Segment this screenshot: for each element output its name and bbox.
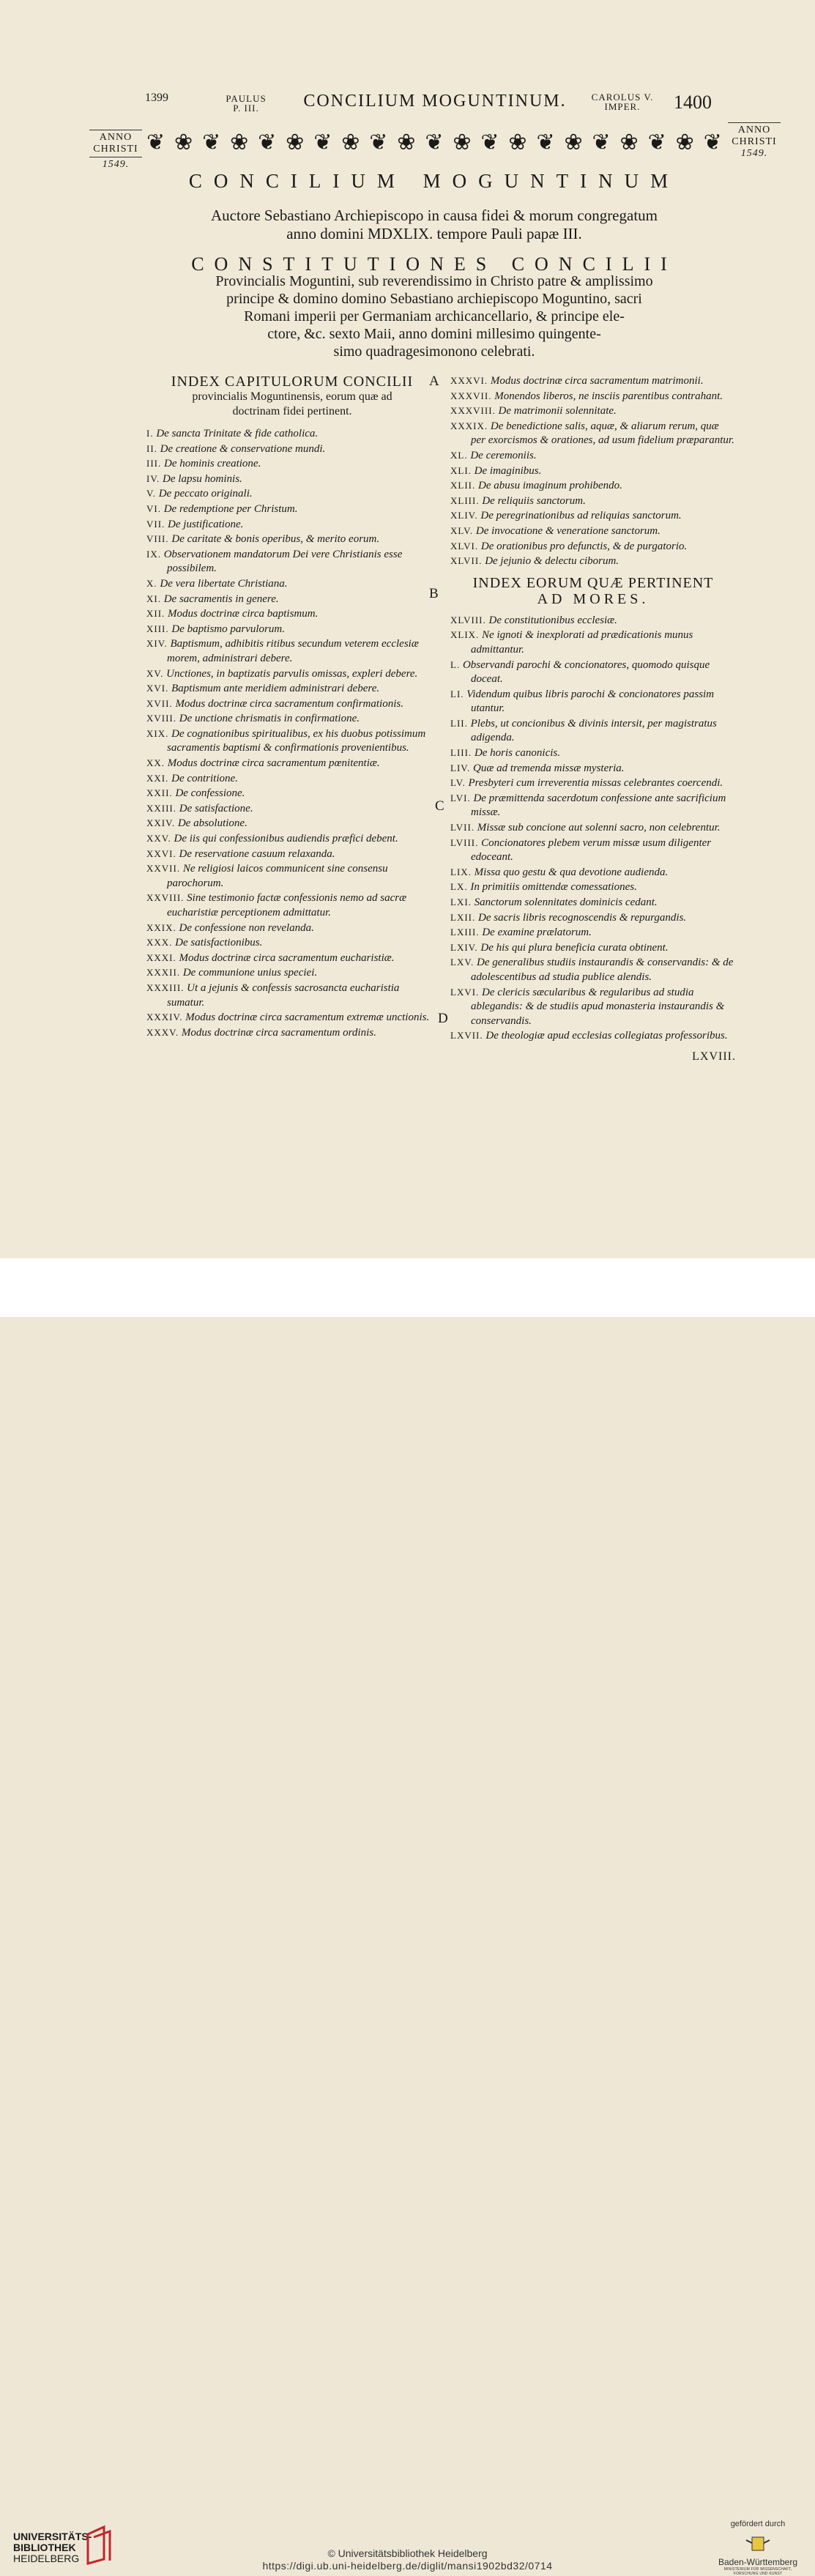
index-entry [450,761,736,776]
entry-title: De cognationibus spiritualibus, ex his duobus potissimum sacramentis baptismi & confirmationis provenientibus. [167,727,426,754]
entry-number: IV. [146,472,160,484]
entry-number: LX. [450,881,468,893]
index-entry [450,836,736,865]
entry-number: LXII. [450,911,476,923]
entry-title: Videndum quibus libris parochi & concionatores passim utantur. [466,688,715,715]
entry-title: De generalibus studiis instaurandis & conservandis: & de adolescentibus ad studia publice alendis. [471,957,734,983]
entry-number: LVIII. [450,836,479,848]
index-right-heading: INDEX EORUM QUÆ PERTINENT [472,574,714,591]
entry-title: De theologiæ apud ecclesias collegiatas professoribus. [485,1030,728,1042]
subtitle-line2: anno domini MDXLIX. tempore Pauli papæ III. [286,225,582,242]
entry-number: XXXII. [146,967,181,979]
state-coat-of-arms-icon [743,2534,773,2553]
index-entry [450,687,736,716]
entry-title: De reservatione casuum relaxanda. [179,847,335,860]
entry-number: V. [146,488,156,500]
index-entry [450,494,736,509]
emperor-line2: IMPER. [604,101,641,112]
entry-number: IX. [146,548,161,560]
entry-number: XXXVI. [450,375,488,386]
entry-title: Modus doctrinæ circa sacramentum pœnitentiæ. [167,757,380,770]
entry-number: XLV. [450,524,474,536]
entry-title: De caritate & bonis operibus, & merito eorum. [171,533,380,546]
running-title: CONCILIUM MOGUNTINUM. [303,92,567,111]
entry-number: I. [146,428,154,439]
scanned-page [0,0,815,1258]
entry-title: Missæ sub concione aut solenni sacro, non celebrentur. [477,822,721,834]
index-entry [450,464,736,479]
entry-number: X. [146,577,157,589]
index-entry [450,791,736,820]
index-entry [450,554,736,569]
pope-line1: PAULUS [226,93,267,104]
index-right-list-doctrine [450,374,736,569]
entry-number: XLVII. [450,555,483,567]
entry-title: Modus doctrinæ circa sacramentum matrimonii. [490,375,704,387]
title-subtitle [146,207,722,243]
entry-number: XV. [146,667,164,679]
const-line2: principe & domino domino Sebastiano archiepiscopo Moguntino, sacri [226,291,642,307]
entry-title: Sine testimonio factæ confessionis nemo ad sacræ eucharistiæ perceptionem admittatur. [167,892,407,918]
entry-number: XXIV. [146,817,176,829]
index-entry [146,951,438,966]
index-entry [146,472,438,487]
entry-title: De satisfactionibus. [175,937,263,949]
entry-number: XVII. [146,697,173,709]
entry-number: XXIII. [146,802,177,814]
index-entry [450,448,736,464]
entry-title: Modus doctrinæ circa baptismum. [168,608,319,620]
const-line1: Provincialis Moguntini, sub reverendissimo in Christo patre & amplissimo [215,273,653,289]
index-entry [146,606,438,622]
const-line5: simo quadragesimonono celebrati. [333,344,535,360]
entry-number: XXIX. [146,921,176,933]
emperor-line1: CAROLUS V. [591,92,654,103]
funding-logo[interactable] [714,2520,802,2576]
index-entry [146,1010,438,1025]
entry-title: De ceremoniis. [470,449,537,461]
anno-left-l1: ANNO [99,132,133,143]
index-entry [146,667,438,682]
entry-number: XXI. [146,772,169,784]
index-entry [146,681,438,697]
entry-number: XXV. [146,833,171,845]
entry-number: LXI. [450,897,472,907]
entry-number: XXVII. [146,863,181,875]
entry-title: Modus doctrinæ circa sacramentum extremæ unctionis. [185,1012,430,1024]
entry-number: XXXIX. [450,420,488,431]
const-line4: ctore, &c. sexto Maii, anno domini millesimo quingente- [267,326,601,342]
entry-number: VIII. [146,533,169,545]
pope-line2: P. III. [233,103,259,114]
const-line3: Romani imperii per Germaniam archicancellario, & principe ele- [244,308,625,324]
entry-title: De confessione non revelanda. [179,921,314,934]
entry-number: LIII. [450,747,472,759]
index-entry [450,955,736,984]
entry-title: Plebs, ut concionibus & divinis intersit, per magistratus adigenda. [470,717,717,744]
entry-number: XLII. [450,480,476,491]
page-number-right: 1400 [674,92,712,113]
entry-number: II. [146,442,157,454]
entry-title: Unctiones, in baptizatis parvulis omissas, expleri debere. [166,667,418,680]
entry-title: Observationem mandatorum Dei vere Christianis esse possibilem. [163,548,403,575]
entry-title: De orationibus pro defunctis, & de purgatorio. [480,540,688,552]
entry-number: LV. [450,777,466,789]
index-entry [146,636,438,666]
logo-line1: UNIVERSITÄTS- [13,2531,92,2542]
entry-title: Concionatores plebem verum missæ usum diligenter edoceant. [471,836,712,864]
entry-title: De his qui plura beneficia curata obtinent. [480,941,669,954]
index-left-list [146,426,438,1040]
margin-letter-b: B [429,586,439,601]
index-entry [146,697,438,712]
margin-letter-c: C [435,798,444,814]
index-entry [450,524,736,539]
entry-title: In primitiis omittendæ comessationes. [470,881,637,894]
ministry-name: MINISTERIUM FÜR WISSENSCHAFT, FORSCHUNG UND KUNST [723,2567,792,2576]
index-entry [450,746,736,761]
index-entry [146,517,438,532]
entry-title: De sacramentis in genere. [163,593,279,605]
entry-title: Ut a jejunis & confessis sacrosancta eucharistia sumatur. [167,981,400,1009]
index-entry [450,628,736,657]
copyright-text: © Universitätsbibliothek Heidelberg [327,2547,488,2559]
margin-letter-d: D [438,1011,448,1026]
index-entry [146,711,438,727]
entry-title: De matrimonii solennitate. [498,405,617,417]
catchword: LXVIII. [692,1050,736,1063]
logo-line3: HEIDELBERG [13,2553,80,2564]
index-entry [146,935,438,951]
index-entry [146,816,438,831]
entry-title: Ne religiosi laicos communicent sine consensu parochorum. [167,863,388,889]
entry-number: XIX. [146,727,169,739]
entry-number: LVII. [450,822,475,834]
entry-title: Baptismum ante meridiem administrari debere. [171,683,380,695]
index-entry [450,613,736,628]
index-right-heading2: AD MORES. [537,590,650,607]
entry-title: Quæ ad tremenda missæ mysteria. [472,762,625,774]
index-left-heading3: doctrinam fidei pertinent. [232,405,352,417]
index-entry [450,539,736,554]
anno-right-l1: ANNO [737,125,771,136]
index-entry [146,486,438,502]
entry-number: LIV. [450,762,471,773]
index-entry [146,921,438,936]
entry-number: LVI. [450,792,471,803]
index-entry [450,374,736,389]
entry-title: Baptismum, adhibitis ritibus secundum veterem ecclesiæ morem, administrari debere. [167,638,419,664]
constitutiones-description [146,272,722,360]
entry-number: XXVI. [146,847,176,859]
entry-number: XX. [146,757,165,769]
entry-title: De clericis sæcularibus & regularibus ad studia ablegandis: & de studiis apud monasteria instaurandis & conservandis. [471,986,725,1027]
entry-title: De satisfactione. [179,802,253,814]
index-entry [146,532,438,547]
index-entry [146,981,438,1010]
entry-number: VI. [146,502,161,514]
entry-title: De vera libertate Christiana. [160,577,288,590]
entry-title: Modus doctrinæ circa sacramentum confirmationis. [175,697,403,710]
entry-title: Modus doctrinæ circa sacramentum ordinis. [181,1026,376,1039]
entry-number: XVIII. [146,713,177,724]
entry-number: XVI. [146,683,169,694]
entry-number: XIII. [146,623,169,634]
entry-number: XL. [450,449,468,461]
index-entry [450,820,736,836]
entry-number: XXXV. [146,1026,179,1038]
entry-title: De contritione. [171,772,238,784]
anno-christi-left [89,128,142,171]
index-left-heading2: provincialis Moguntinensis, eorum quæ ad [192,390,392,403]
entry-title: De communione unius speciei. [182,967,318,979]
entry-number: XXXIII. [146,981,185,993]
index-entry [450,1028,736,1044]
index-entry [450,880,736,895]
state-name: Baden-Württemberg [718,2557,798,2567]
entry-number: XLIII. [450,494,480,506]
entry-number: LII. [450,717,468,729]
entry-title: De invocatione & veneratione sanctorum. [475,524,660,537]
entry-title: De unctione chrismatis in confirmatione. [179,713,360,725]
entry-title: De lapsu hominis. [163,472,242,485]
index-entry [450,776,736,791]
entry-number: LXVI. [450,986,480,998]
index-entry [146,1025,438,1041]
entry-title: De abusu imaginum prohibendo. [478,480,622,492]
index-entry [146,622,438,637]
margin-letter-a: A [429,374,439,389]
entry-number: XLI. [450,464,472,476]
entry-title: De sancta Trinitate & fide catholica. [156,428,319,439]
entry-number: XXXVII. [450,390,492,401]
emperor-label [586,92,659,122]
entry-number: LXV. [450,957,475,968]
entry-number: XXXVIII. [450,405,496,417]
entry-title: Monendos liberos, ne insciis parentibus contrahant. [494,390,723,402]
entry-number: LXIII. [450,927,480,938]
entry-number: L. [450,658,461,670]
anno-left-l2: CHRISTI [93,144,138,155]
entry-number: XLIV. [450,510,478,521]
index-entry [450,508,736,524]
constitutiones-title: CONSTITUTIONES CONCILII [191,253,677,275]
entry-title: De justificatione. [168,518,244,530]
entry-number: VII. [146,518,165,530]
index-entry [146,831,438,847]
index-entry [146,456,438,472]
entry-number: XIV. [146,638,168,650]
index-left-column [146,374,438,1040]
entry-title: Presbyteri cum irreverentia missas celebrantes coercendi. [468,777,723,790]
main-title: CONCILIUM MOGUNTINUM [188,170,680,192]
entry-title: De reliquiis sanctorum. [482,494,586,507]
index-entry [146,426,438,442]
entry-number: XLVIII. [450,614,486,626]
index-entry [450,419,736,448]
entry-title: De sacris libris recognoscendis & repurgandis. [478,911,687,924]
entry-number: III. [146,458,162,469]
funded-by: gefördert durch [730,2520,786,2528]
index-entry [450,895,736,910]
index-entry [146,891,438,920]
entry-title: De redemptione per Christum. [163,502,298,515]
index-entry [450,910,736,926]
entry-number: XLIX. [450,629,480,641]
entry-title: De peccato originali. [158,488,253,500]
viewer-footer [0,1258,815,2576]
entry-title: De hominis creatione. [164,458,261,470]
entry-title: Observandi parochi & concionatores, quomodo quisque doceat. [462,658,710,686]
index-entry [146,861,438,891]
entry-title: De præmittenda sacerdotum confessione ante sacrificium missæ. [471,792,726,819]
index-left-heading: INDEX CAPITULORUM CONCILII [171,374,414,390]
anno-christi-right [728,121,781,160]
index-entry [450,865,736,880]
entry-number: LI. [450,688,464,699]
entry-title: De baptismo parvulorum. [171,623,285,635]
anno-right-l2: CHRISTI [732,136,777,147]
entry-title: Missa quo gestu & qua devotione audienda. [474,866,669,878]
index-entry [146,547,438,576]
anno-left-year: 1549. [102,159,130,170]
index-entry [450,658,736,687]
index-entry [146,786,438,801]
entry-title: De constitutionibus ecclesiæ. [488,614,617,626]
entry-title: De examine prælatorum. [482,927,592,939]
entry-number: XXXI. [146,951,176,963]
entry-number: XI. [146,593,161,604]
entry-number: XXX. [146,937,173,949]
index-entry [146,727,438,756]
index-entry [146,442,438,457]
entry-number: XXII. [146,787,173,799]
entry-number: LIX. [450,866,472,877]
entry-title: De horis canonicis. [474,747,561,760]
entry-title: De iis qui confessionibus audiendis præfici debent. [174,833,398,845]
entry-number: XXXIV. [146,1012,183,1023]
entry-title: De benedictione salis, aquæ, & aliarum rerum, quæ per exorcismos & orationes, ad usum fidelium præparantur. [471,420,734,447]
index-entry [450,404,736,419]
index-entry [146,502,438,517]
index-entry [146,847,438,862]
index-entry [146,965,438,981]
anno-right-year: 1549. [740,148,768,159]
index-entry [450,940,736,956]
page-number-left: 1399 [145,92,168,104]
entry-title: De jejunio & delectu ciborum. [485,555,619,568]
index-right-column [450,374,736,1064]
entry-number: LXVII. [450,1030,483,1042]
entry-title: De creatione & conservatione mundi. [160,442,326,455]
entry-number: LXIV. [450,941,478,953]
logo-line2: BIBLIOTHEK [13,2542,76,2553]
entry-title: De imaginibus. [474,464,542,477]
entry-title: Ne ignoti & inexplorati ad prædicationis munus admittantur. [471,629,693,656]
permalink-url[interactable]: https://digi.ub.uni-heidelberg.de/diglit/mansi1902bd32/0714 [262,2560,553,2572]
entry-title: Modus doctrinæ circa sacramentum eucharistiæ. [179,951,395,964]
entry-title: Sanctorum solennitates dominicis cedant. [474,897,658,908]
index-entry [146,592,438,607]
subtitle-line1: Auctore Sebastiano Archiepiscopo in causa fidei & morum congregatum [211,207,658,224]
index-right-list-mores [450,613,736,1044]
entry-number: XXVIII. [146,892,185,904]
ornamental-border: ❦ ❀ ❦ ❀ ❦ ❀ ❦ ❀ ❦ ❀ ❦ ❀ ❦ ❀ ❦ ❀ ❦ ❀ ❦ ❀ ❦ [146,130,722,155]
index-entry [450,716,736,746]
index-entry [146,576,438,592]
entry-title: De confessione. [175,787,245,800]
entry-title: De peregrinationibus ad reliquias sanctorum. [480,510,682,522]
entry-number: XII. [146,608,165,620]
entry-number: XLVI. [450,540,479,552]
index-entry [450,389,736,404]
entry-title: De absolutione. [177,817,248,830]
index-entry [146,801,438,817]
index-entry [146,771,438,787]
index-entry [450,478,736,494]
index-entry [450,925,736,940]
index-entry [450,985,736,1029]
pope-label [217,94,275,123]
index-entry [146,756,438,771]
